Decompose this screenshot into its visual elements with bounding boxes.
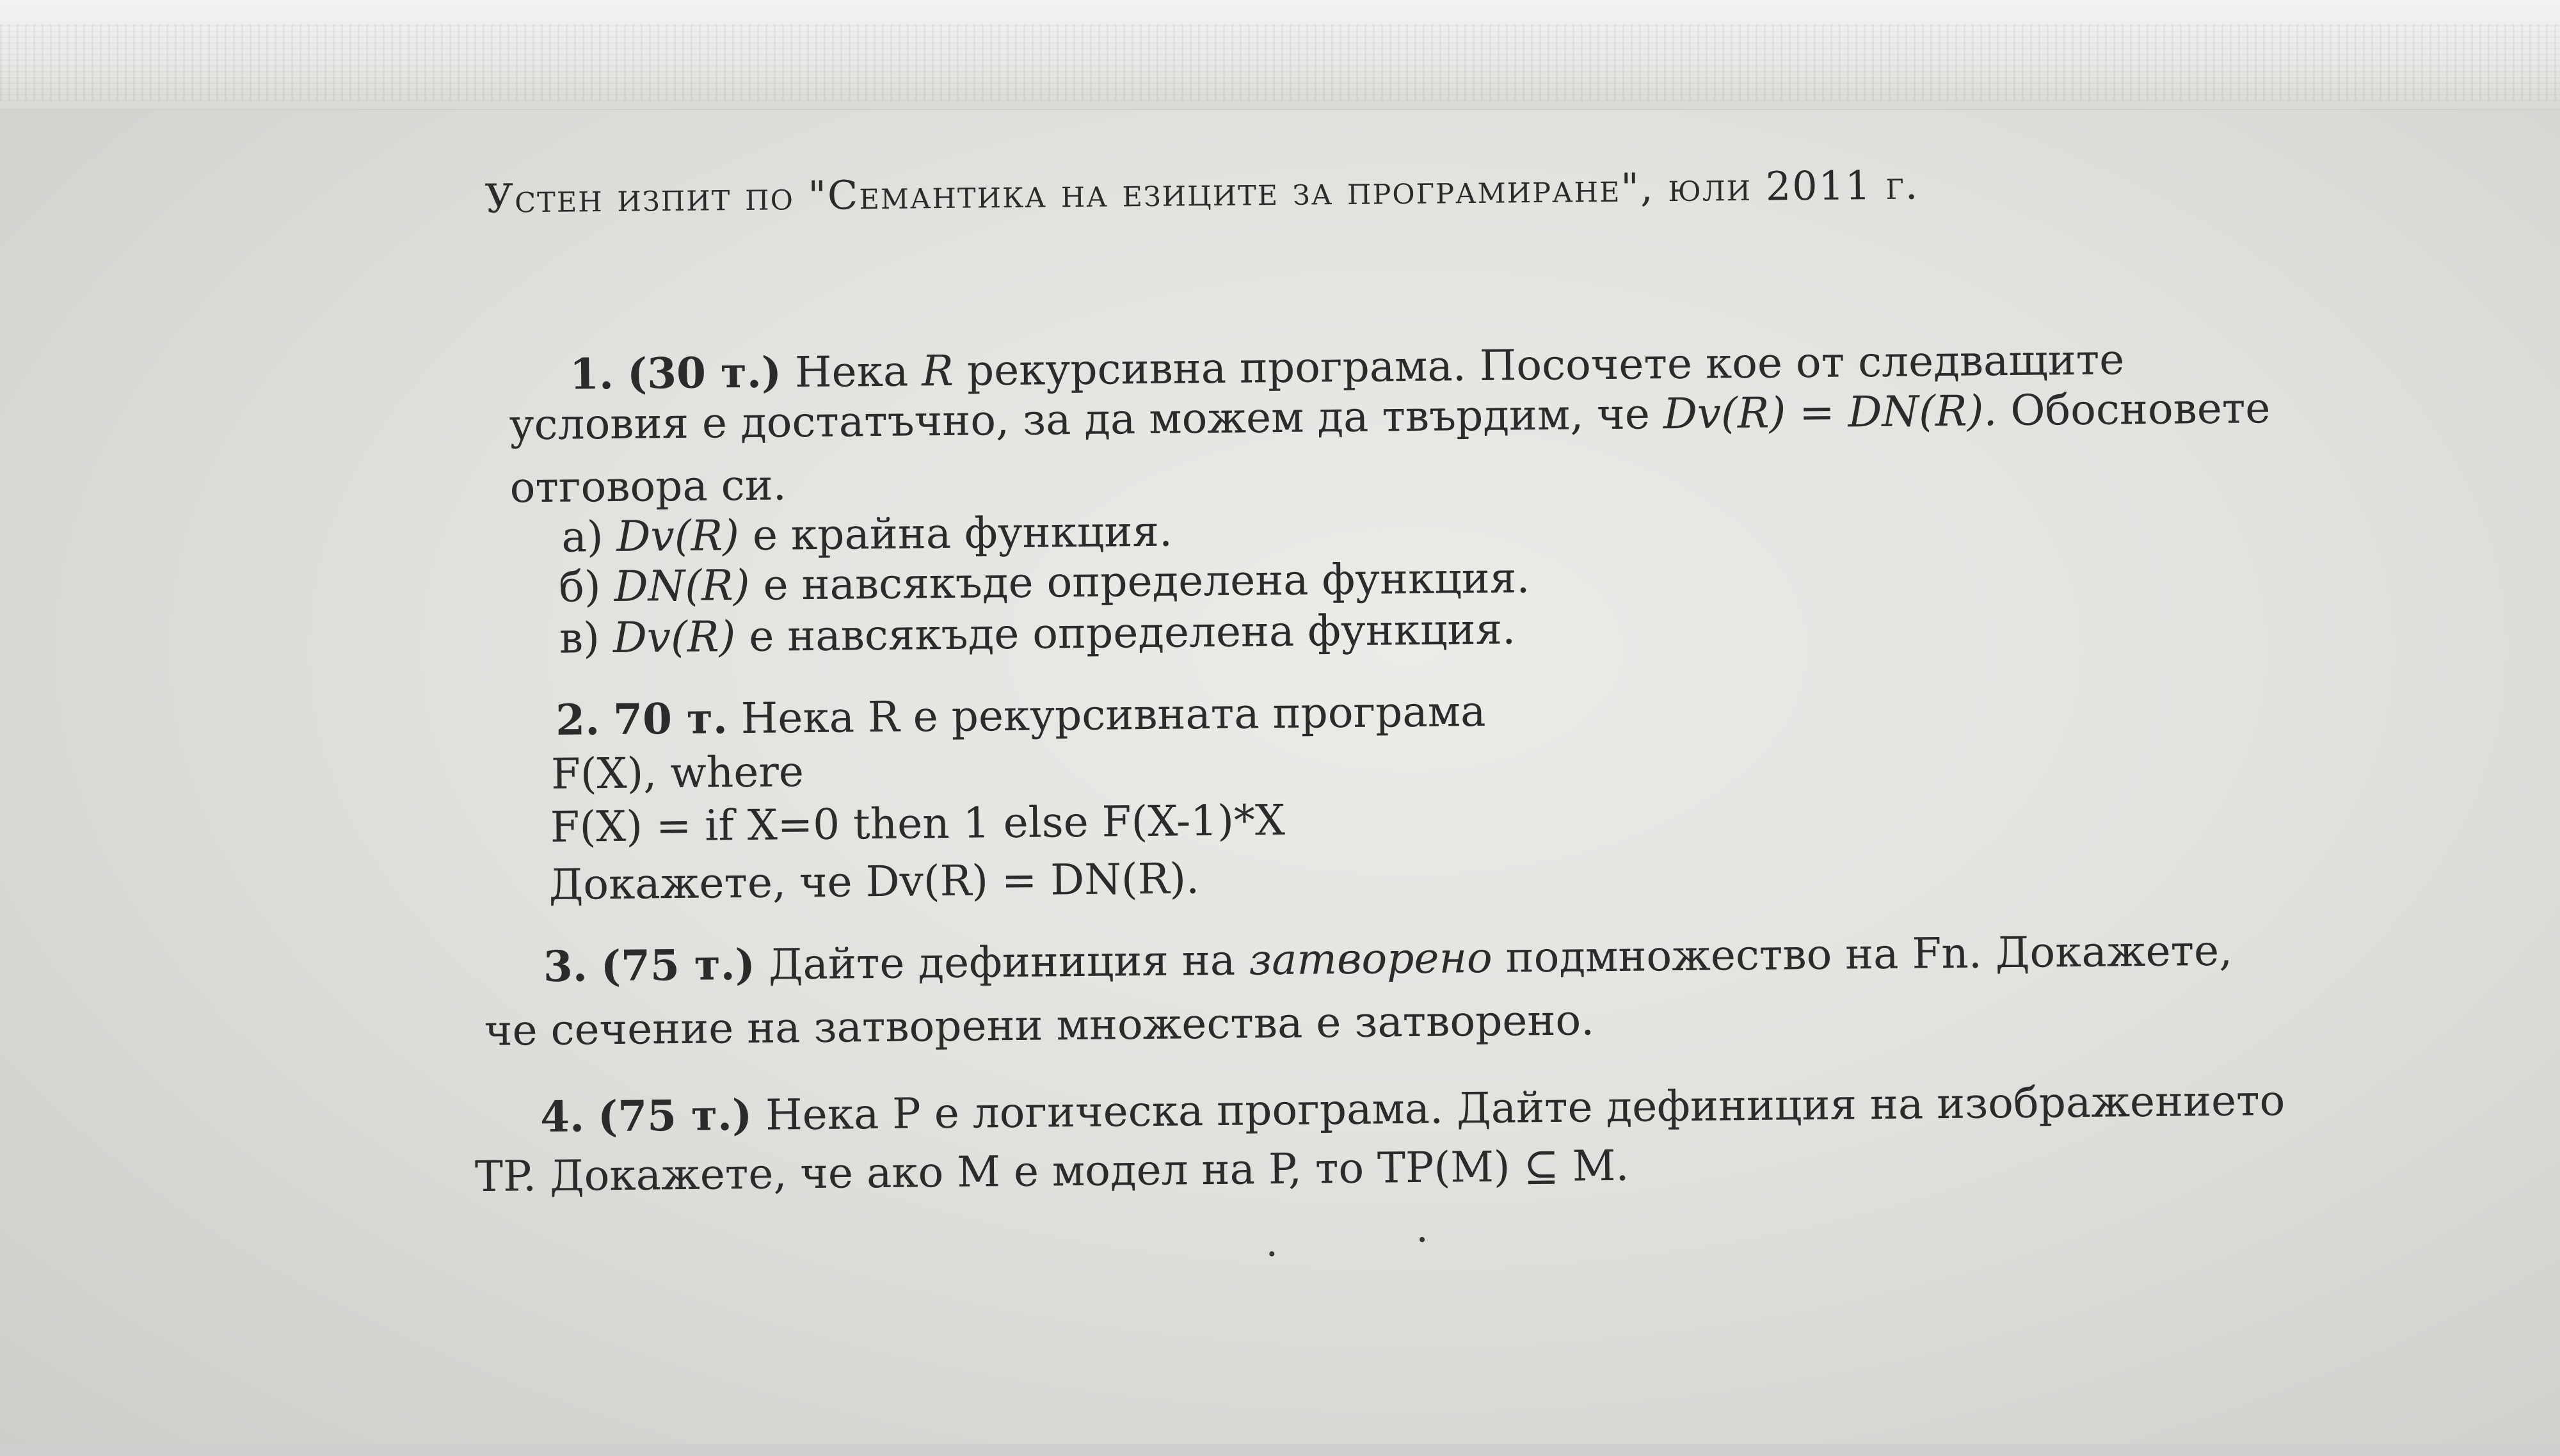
q1-text-b: рекурсивна програма. Посочете кое от следващите [966,335,2125,396]
q1-line-3: отговора си. [509,460,787,513]
q1-number: 1. [569,348,614,399]
q3-points: (75 т.) [600,939,756,991]
q4-number: 4. [540,1091,585,1142]
q1-points: (30 т.) [627,347,782,399]
q1-option-v [559,604,1516,662]
q3-number: 3. [543,941,588,992]
option-b-label: б) [558,562,602,612]
option-a-text: е крайна функция. [752,506,1173,560]
q2-points: 70 т. [612,693,728,745]
option-b-math: DN(R) [614,560,750,611]
q3-emphasis: затворено [1248,932,1493,985]
q4-points: (75 т.) [597,1089,753,1142]
q3-line-1 [543,925,2233,991]
option-v-label: в) [559,613,600,663]
ink-speck [1420,1237,1425,1242]
q2-code-2: F(X) = if X=0 then 1 else F(X-1)*X [550,795,1286,852]
q3-pre: Дайте дефиниция на [768,935,1236,989]
option-a-label: а) [561,512,604,562]
q2-text: Нека R е рекурсивната програма [740,686,1486,744]
q1-option-b [559,553,1530,612]
option-v-text: е навсякъде определена функция. [748,604,1516,661]
option-b-text: е навсякъде определена функция. [763,553,1530,610]
option-a-math: Dv(R) [616,511,740,561]
q1-text-a: Нека [794,346,909,397]
q1-line2-post: Обосновете [2010,383,2271,436]
q2-prove: Докажете, че Dv(R) = DN(R). [548,854,1200,909]
q2-line-1 [556,686,1486,745]
exam-title: Устен изпит по "Семантика на езиците за програмиране", юли 2011 г. [484,161,1919,222]
q1-line2-math: Dv(R) = DN(R). [1663,386,1997,439]
ink-speck [1269,1251,1274,1256]
q2-code-1: F(X), where [550,747,804,799]
q1-var: R [921,346,954,396]
q4-line-1 [540,1075,2285,1142]
q4-pre: Нека P е логическа програма. Дайте дефиниция на изображението [765,1075,2285,1140]
q3-post: подмножество на Fn. Докажете, [1505,925,2233,982]
q1-line2-pre: условия е достатъчно, за да можем да твърдим, че [509,389,1651,450]
q1-option-a [561,507,1172,562]
q3-line-2: че сечение на затворени множества е затворено. [484,995,1595,1055]
q2-number: 2. [555,694,600,745]
option-v-math: Dv(R) [612,612,736,662]
q4-line-2: TP. Докажете, че ако M е модел на P, то TP(M) ⊆ M. [474,1140,1629,1202]
